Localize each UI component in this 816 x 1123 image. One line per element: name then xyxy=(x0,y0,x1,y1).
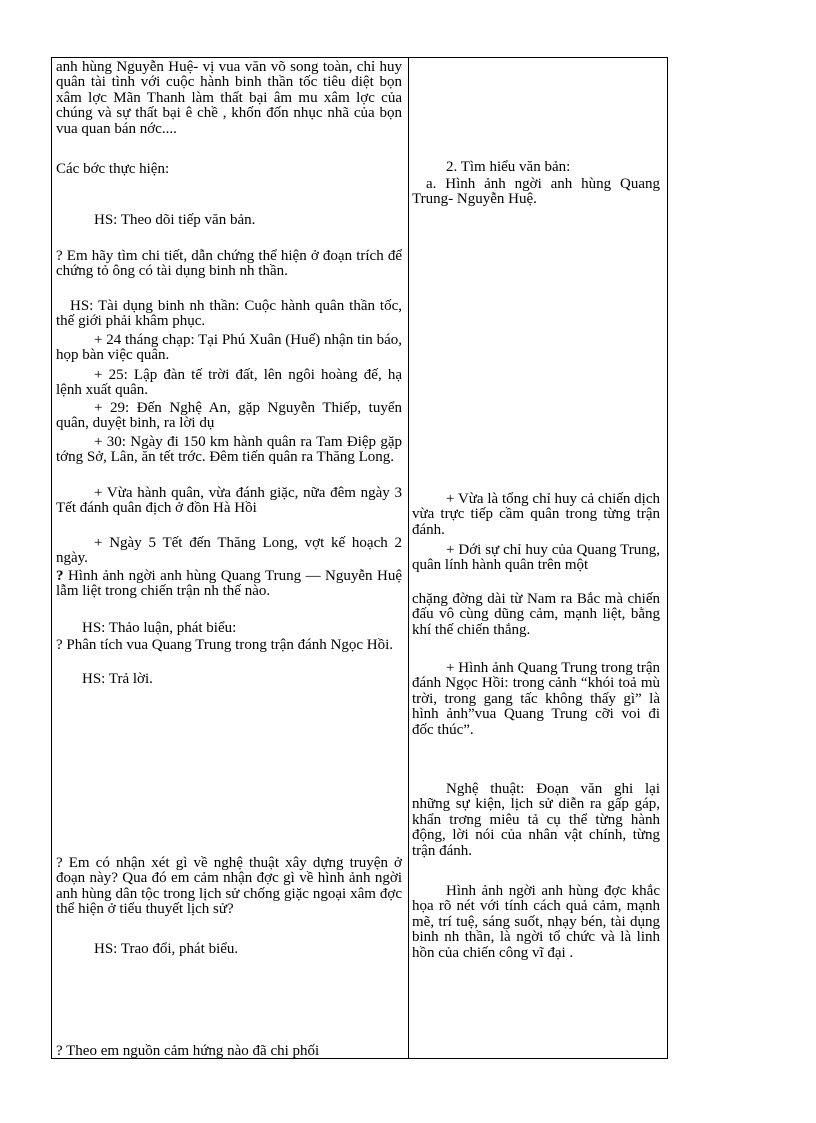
student-activity-4: HS: Trả lời. xyxy=(82,671,153,687)
hero-image-summary: Hình ảnh ngời anh hùng đợc khắc họa rõ nét với tính cách quả cảm, mạnh mẽ, trí tuệ, sáng suốt, nhạy bén, tài dụng binh nh thần, là ngời tổ chức và là linh hồn của chiến công vĩ đại . xyxy=(412,883,660,961)
intro-paragraph: anh hùng Nguyễn Huệ- vị vua văn võ song toàn, chỉ huy quân tài tình với cuộc hành binh thần tốc tiêu diệt bọn xâm lợc Mãn Thanh làm thất bại âm mu xâm lợc của chúng và sự thất bại ê chề , khốn đốn nhục nhã của bọn vua quan bán nớc.... xyxy=(56,59,402,137)
question-2-text: Hình ảnh ngời anh hùng Quang Trung — Nguyễn Huệ lẫm liệt trong chiến trận nh thế nào. xyxy=(56,568,402,600)
event-day-25: + 25: Lập đàn tế trời đất, lên ngôi hoàng đế, hạ lệnh xuất quân. xyxy=(56,367,402,399)
event-day-5: + Ngày 5 Tết đến Thăng Long, vợt kế hoạch 2 ngày. xyxy=(56,535,402,567)
student-activity-2: HS: Tài dụng binh nh thần: Cuộc hành quân thần tốc, thế giới phải khâm phục. xyxy=(56,298,402,330)
event-day-29: + 29: Đến Nghệ An, gặp Nguyễn Thiếp, tuyển quân, duyệt binh, ra lời dụ xyxy=(56,400,402,432)
question-4: ? Em có nhận xét gì về nghệ thuật xây dựng truyện ở đoạn này? Qua đó em cảm nhận đợc gì về hình ảnh ngời anh hùng dân tộc trong lịch sử chống giặc ngoại xâm đợc thể hiện ở tiểu thuyết lịch sử? xyxy=(56,855,402,918)
troops-point-cont: chặng đờng dài từ Nam ra Bắc mà chiến đấu vô cùng dũng cảm, mạnh liệt, bằng khí thế chiến thắng. xyxy=(412,591,660,638)
column-divider xyxy=(408,58,409,1058)
event-day-24: + 24 tháng chạp: Tại Phú Xuân (Huế) nhận tin báo, họp bàn việc quân. xyxy=(56,332,402,364)
student-activity-3: HS: Thảo luận, phát biểu: xyxy=(82,620,237,636)
troops-point: + Dới sự chỉ huy của Quang Trung, quân lính hành quân trên một xyxy=(412,542,660,574)
event-day-30: + 30: Ngày đi 150 km hành quân ra Tam Điệp gặp tớng Sở, Lân, ăn tết trớc. Đêm tiến quân ra Thăng Long. xyxy=(56,434,402,466)
section-heading: 2. Tìm hiểu văn bản: xyxy=(446,159,571,175)
student-activity-1: HS: Theo dõi tiếp văn bản. xyxy=(94,212,256,228)
lesson-table xyxy=(51,57,668,1059)
content-column xyxy=(412,58,660,1058)
question-3: ? Phân tích vua Quang Trung trong trận đánh Ngọc Hồi. xyxy=(56,637,394,653)
question-5: ? Theo em nguồn cảm hứng nào đã chi phối xyxy=(56,1043,320,1058)
question-2 xyxy=(56,569,402,600)
question-1: ? Em hãy tìm chi tiết, dẫn chứng thể hiện ở đoạn trích để chứng tỏ ông có tài dụng binh nh thần. xyxy=(56,248,402,280)
commander-point: + Vừa là tổng chỉ huy cả chiến dịch vừa trực tiếp cầm quân trong từng trận đánh. xyxy=(412,491,660,538)
steps-label: Các bớc thực hiện: xyxy=(56,161,170,177)
student-activity-5: HS: Trao đổi, phát biểu. xyxy=(94,941,239,957)
subsection-heading: a. Hình ảnh ngời anh hùng Quang Trung- Nguyễn Huệ. xyxy=(412,176,660,208)
art-summary: Nghệ thuật: Đoạn văn ghi lại những sự kiện, lịch sử diễn ra gấp gáp, khẩn trơng miêu tả cụ thể từng hành động, lời nói của nhân vật chính, từng trận đánh. xyxy=(412,781,660,859)
question-2-mark: ? xyxy=(56,568,64,584)
event-day-3: + Vừa hành quân, vừa đánh giặc, nữa đêm ngày 3 Tết đánh quân địch ở đồn Hà Hồi xyxy=(56,485,402,517)
teacher-student-column xyxy=(56,58,402,1058)
ngoc-hoi-point: + Hình ảnh Quang Trung trong trận đánh Ngọc Hồi: trong cảnh “khói toả mù trời, trong gang tấc không thấy gì” là hình ảnh”vua Quang Trung cỡi voi đi đốc thúc”. xyxy=(412,660,660,738)
